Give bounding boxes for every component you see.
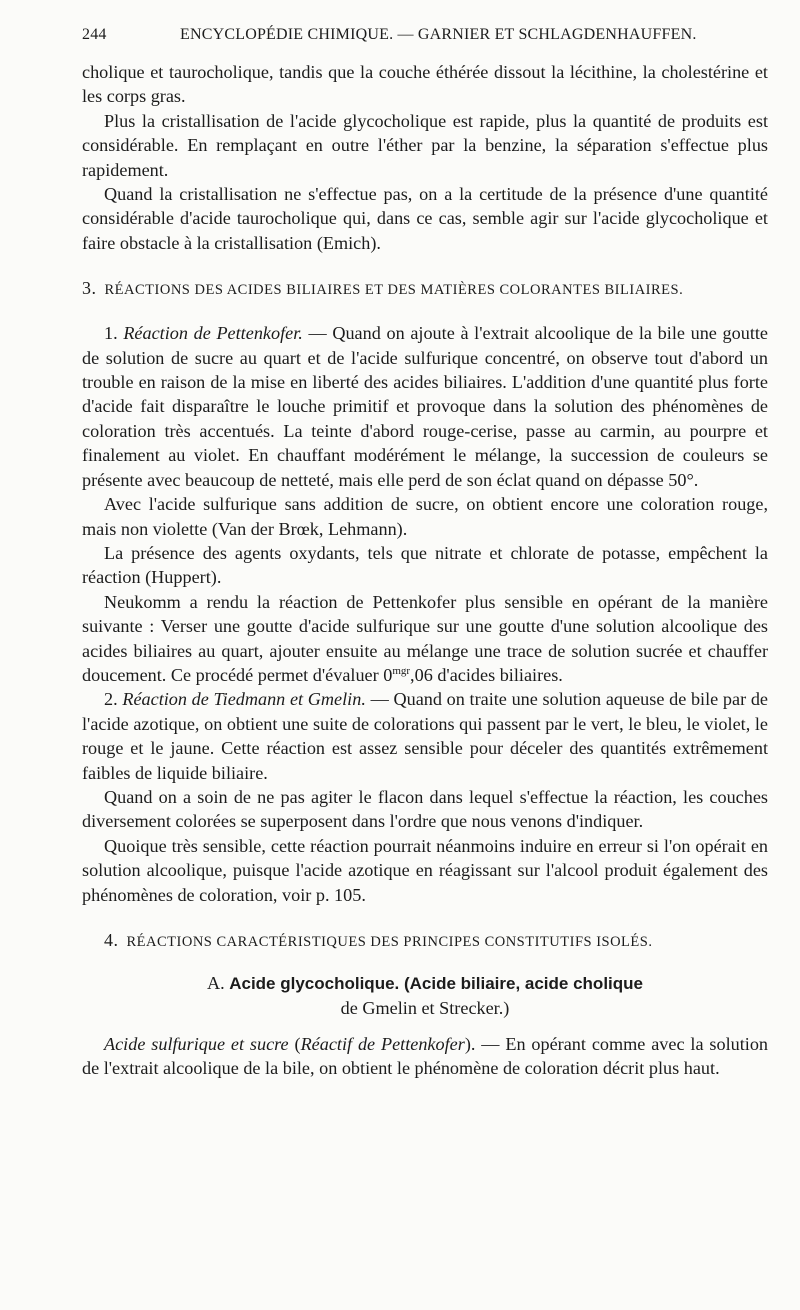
section-title: RÉACTIONS DES ACIDES BILIAIRES ET DES MATIÈRES COLORANTES BILIAIRES. bbox=[104, 282, 684, 299]
paragraph bbox=[82, 687, 768, 785]
section-number: 4. bbox=[104, 930, 119, 950]
page-body bbox=[82, 60, 768, 1081]
paragraph: Quoique très sensible, cette réaction pourrait néanmoins induire en erreur si l'on opérait en solution alcoolique, puisque l'acide azotique en réagissant sur l'alcool produit également des phénomènes de coloration, voir p. 105. bbox=[82, 835, 768, 905]
reaction-text: — Quand on traite une solution aqueuse de bile par de l'acide azotique, on obtient une suite de colorations qui passent par le vert, le bleu, le violet, le rouge et le jaune. Cette réaction est assez sensible pour déceler des quantités extrêmement faibles de liquide biliaire. bbox=[82, 689, 768, 783]
paragraph: Quand on a soin de ne pas agiter le flacon dans lequel s'effectue la réaction, les couches diversement colorées se superposent dans l'ordre que nous venons d'indiquer. bbox=[82, 786, 768, 832]
section-title: RÉACTIONS CARACTÉRISTIQUES DES PRINCIPES CONSTITUTIFS ISOLÉS. bbox=[126, 934, 653, 950]
subsection-heading bbox=[82, 971, 768, 1020]
page-number: 244 bbox=[82, 26, 107, 43]
text-run: ). — En opérant comme avec la solution de l'extrait alcoolique de la bile, on obtient le phénomène de coloration décrit plus haut. bbox=[82, 1034, 769, 1079]
reaction-title: Réaction de Pettenkofer. bbox=[123, 323, 303, 344]
running-title: ENCYCLOPÉDIE CHIMIQUE. — GARNIER ET SCHLAGDENHAUFFEN. bbox=[180, 26, 697, 43]
section-heading-4 bbox=[82, 929, 768, 953]
text-run: Neukomm a rendu la réaction de Pettenkofer plus sensible en opérant de la manière suivante : Verser une goutte d'acide sulfurique sur une goutte d'une solution alcoolique des acides biliaires au quart, ajouter ensuite au mélange une trace de solution sucrée et chauffer doucement. Ce procédé permet d'évaluer 0 bbox=[82, 591, 768, 685]
paragraph: Quand la cristallisation ne s'effectue pas, on a la certitude de la présence d'une quantité considérable d'acide taurocholique qui, dans ce cas, semble agir sur l'acide glycocholique et faire obstacle à la cristallisation (Emich). bbox=[82, 184, 768, 253]
subsection-title-line2: de Gmelin et Strecker.) bbox=[340, 998, 510, 1018]
paragraph: La présence des agents oxydants, tels que nitrate et chlorate de potasse, empêchent la réaction (Huppert). bbox=[82, 542, 768, 588]
subsection-label: A. bbox=[206, 973, 225, 993]
reaction-text: — Quand on ajoute à l'extrait alcoolique de la bile une goutte de solution de sucre au quart et de l'acide sulfurique concentré, on observe tout d'abord un trouble en raison de la mise en liberté des acides biliaires. L'addition d'une quantité plus forte d'acide fait disparaître le louche primitif et provoque dans la solution des phénomènes de coloration très accentués. La teinte d'abord rouge-cerise, passe au carmin, au pourpre et finalement au violet. En chauffant modérément le mélange, la succession de couleurs se présente avec beaucoup de netteté, mais elle perd de son éclat quand on dépasse 50°. bbox=[82, 323, 768, 490]
unit-superscript: mgr bbox=[392, 664, 411, 677]
paragraph: Plus la cristallisation de l'acide glycocholique est rapide, plus la quantité de produits est considérable. En remplaçant en outre l'éther par la benzine, la séparation s'effectue plus rapidement. bbox=[82, 110, 768, 180]
section-number: 3. bbox=[82, 278, 97, 299]
paragraph: Avec l'acide sulfurique sans addition de sucre, on obtient encore une coloration rouge, mais non violette (Van der Brœk, Lehmann). bbox=[82, 494, 768, 539]
item-number: 1. bbox=[104, 323, 118, 344]
paragraph: cholique et taurocholique, tandis que la couche éthérée dissout la lécithine, la cholestérine et les corps gras. bbox=[82, 62, 768, 107]
paragraph: Acide sulfurique et sucre (Réactif de Pettenkofer). — En opérant comme avec la solution de l'extrait alcoolique de la bile, on obtient le phénomène de coloration décrit plus haut. bbox=[82, 1034, 769, 1079]
reaction-title: Réaction de Tiedmann et Gmelin. bbox=[122, 689, 366, 710]
section-heading-3 bbox=[82, 277, 768, 301]
text-run: Acide sulfurique et sucre bbox=[104, 1034, 289, 1054]
subsection-title: Acide glycocholique. (Acide biliaire, acide cholique bbox=[229, 974, 643, 993]
text-run: ,06 d'acides biliaires. bbox=[410, 664, 563, 685]
paragraph bbox=[82, 321, 768, 492]
paragraph bbox=[82, 590, 768, 688]
text-run: Réactif de Pettenkofer bbox=[300, 1034, 465, 1054]
item-number: 2. bbox=[104, 689, 118, 710]
